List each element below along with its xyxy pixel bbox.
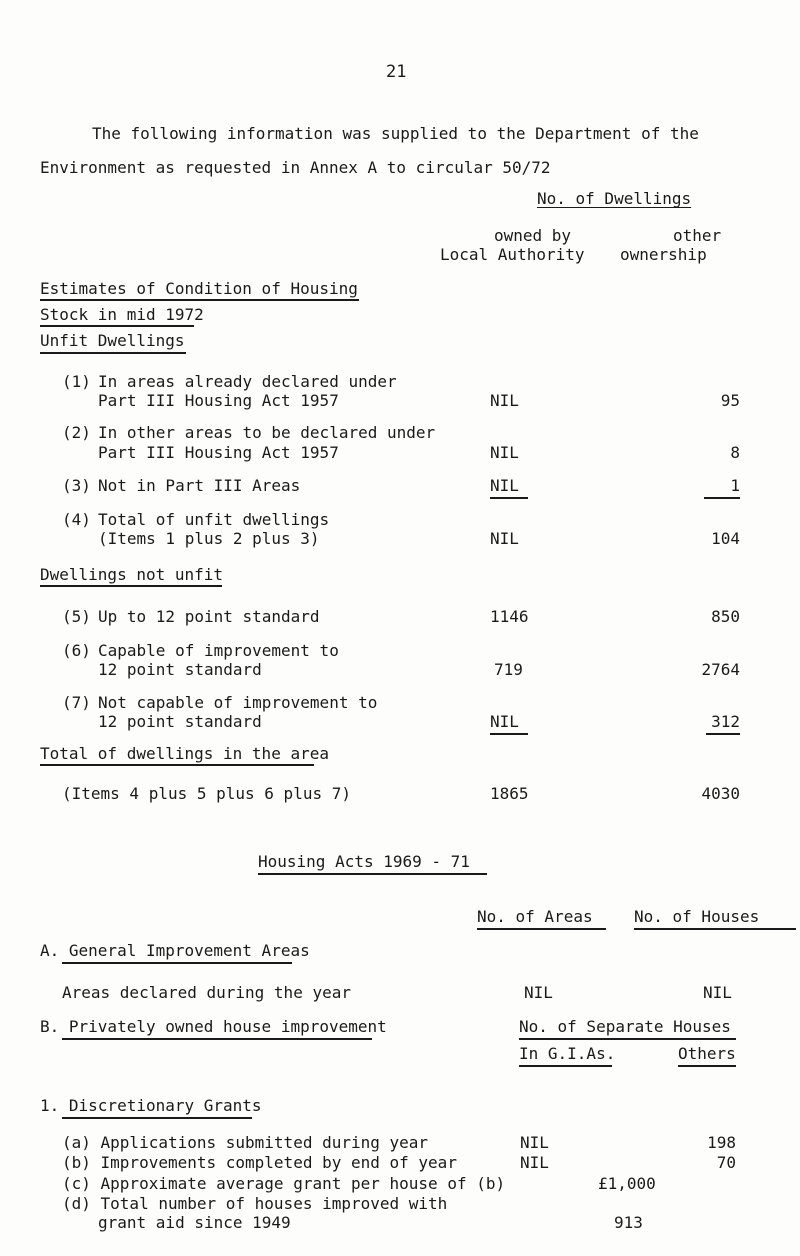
- discretionary-heading-underline: [62, 1117, 252, 1119]
- estimates-underline-1: [40, 299, 359, 301]
- grant-a-gia: NIL: [520, 1133, 549, 1152]
- total-label: (Items 4 plus 5 plus 6 plus 7): [62, 784, 351, 803]
- item-6-num: (6): [62, 641, 91, 660]
- grant-a-label: (a) Applications submitted during year: [62, 1133, 429, 1152]
- section-a-heading-underline: [62, 962, 292, 964]
- item-1-other: 95: [720, 391, 740, 410]
- item-2-line2: Part III Housing Act 1957: [98, 443, 339, 462]
- item-1-line1: In areas already declared under: [98, 372, 397, 391]
- item-4-line1: Total of unfit dwellings: [98, 510, 330, 529]
- grant-c-others: £1,000: [598, 1174, 656, 1193]
- item-7-num: (7): [62, 693, 91, 712]
- col-in-gias: In G.I.As.: [519, 1044, 616, 1063]
- item-1-num: (1): [62, 372, 91, 391]
- col-other-line2: ownership: [620, 245, 707, 264]
- col-no-of-houses: No. of Houses: [634, 907, 760, 926]
- item-5-la: 1146: [490, 607, 529, 626]
- item-3-la: NIL: [490, 476, 519, 495]
- unfit-heading: Unfit Dwellings: [40, 331, 185, 350]
- item-3-other-rule: [704, 497, 740, 499]
- col-no-of-houses-underline: [634, 928, 796, 930]
- col-no-of-areas-underline: [477, 928, 606, 930]
- intro-line-1: The following information was supplied to the Department of the: [92, 124, 699, 143]
- not-unfit-heading-underline: [40, 585, 222, 587]
- section-a-heading: A. General Improvement Areas: [40, 941, 310, 960]
- section-b-heading: B. Privately owned house improvement: [40, 1017, 387, 1036]
- section-a-houses: NIL: [703, 983, 732, 1002]
- estimates-underline-2: [40, 325, 194, 327]
- item-1-line2: Part III Housing Act 1957: [98, 391, 339, 410]
- total-heading-underline: [40, 764, 314, 766]
- discretionary-heading: 1. Discretionary Grants: [40, 1096, 262, 1115]
- grant-a-others: 198: [707, 1133, 736, 1152]
- item-7-other: 312: [711, 712, 740, 731]
- item-6-line2: 12 point standard: [98, 660, 262, 679]
- item-1-la: NIL: [490, 391, 519, 410]
- total-la: 1865: [490, 784, 529, 803]
- item-3-other: 1: [730, 476, 740, 495]
- grant-b-label: (b) Improvements completed by end of year: [62, 1153, 457, 1172]
- item-3-la-rule: [490, 497, 528, 499]
- grant-b-gia: NIL: [520, 1153, 549, 1172]
- col-others: Others: [678, 1044, 736, 1063]
- item-5-num: (5): [62, 607, 91, 626]
- item-5-line1: Up to 12 point standard: [98, 607, 320, 626]
- item-4-line2: (Items 1 plus 2 plus 3): [98, 529, 320, 548]
- item-4-num: (4): [62, 510, 91, 529]
- item-4-la: NIL: [490, 529, 519, 548]
- item-3-num: (3): [62, 476, 91, 495]
- separate-houses-underline: [519, 1038, 736, 1040]
- page-number: 21: [386, 62, 407, 82]
- item-7-line1: Not capable of improvement to: [98, 693, 378, 712]
- item-7-other-rule: [706, 733, 740, 735]
- housing-acts-title: Housing Acts 1969 - 71: [258, 852, 470, 871]
- separate-houses-title: No. of Separate Houses: [519, 1017, 731, 1036]
- col-in-gias-underline: [519, 1065, 612, 1067]
- total-other: 4030: [701, 784, 740, 803]
- unfit-heading-underline: [40, 352, 186, 354]
- col-others-underline: [678, 1065, 736, 1067]
- dwellings-header-title: No. of Dwellings: [537, 189, 692, 208]
- item-6-la: 719: [494, 660, 523, 679]
- section-a-areas: NIL: [524, 983, 553, 1002]
- item-6-other: 2764: [701, 660, 740, 679]
- item-6-line1: Capable of improvement to: [98, 641, 339, 660]
- section-b-heading-underline: [62, 1038, 372, 1040]
- col-no-of-areas: No. of Areas: [477, 907, 593, 926]
- grant-d-others: 913: [614, 1213, 643, 1232]
- item-7-la: NIL: [490, 712, 519, 731]
- grant-d-label: (d) Total number of houses improved with: [62, 1194, 448, 1213]
- col-other-line1: other: [673, 226, 722, 245]
- item-2-num: (2): [62, 423, 91, 442]
- estimates-title-line1: Estimates of Condition of Housing: [40, 279, 358, 298]
- grant-c-label: (c) Approximate average grant per house of (b): [62, 1174, 506, 1193]
- section-a-row-label: Areas declared during the year: [62, 983, 351, 1002]
- col-la-line2: Local Authority: [440, 245, 585, 264]
- grant-b-others: 70: [716, 1153, 736, 1172]
- estimates-title-line2: Stock in mid 1972: [40, 305, 204, 324]
- item-5-other: 850: [711, 607, 740, 626]
- item-2-la: NIL: [490, 443, 519, 462]
- item-7-line2: 12 point standard: [98, 712, 262, 731]
- intro-line-2: Environment as requested in Annex A to circular 50/72: [40, 158, 551, 177]
- item-3-line1: Not in Part III Areas: [98, 476, 301, 495]
- item-2-other: 8: [730, 443, 740, 462]
- not-unfit-heading: Dwellings not unfit: [40, 565, 224, 584]
- grant-d-label2: grant aid since 1949: [98, 1213, 291, 1232]
- item-4-other: 104: [711, 529, 740, 548]
- item-2-line1: In other areas to be declared under: [98, 423, 436, 442]
- housing-acts-underline: [258, 873, 487, 875]
- total-heading: Total of dwellings in the area: [40, 744, 329, 763]
- col-la-line1: owned by: [494, 226, 572, 245]
- item-7-la-rule: [490, 733, 528, 735]
